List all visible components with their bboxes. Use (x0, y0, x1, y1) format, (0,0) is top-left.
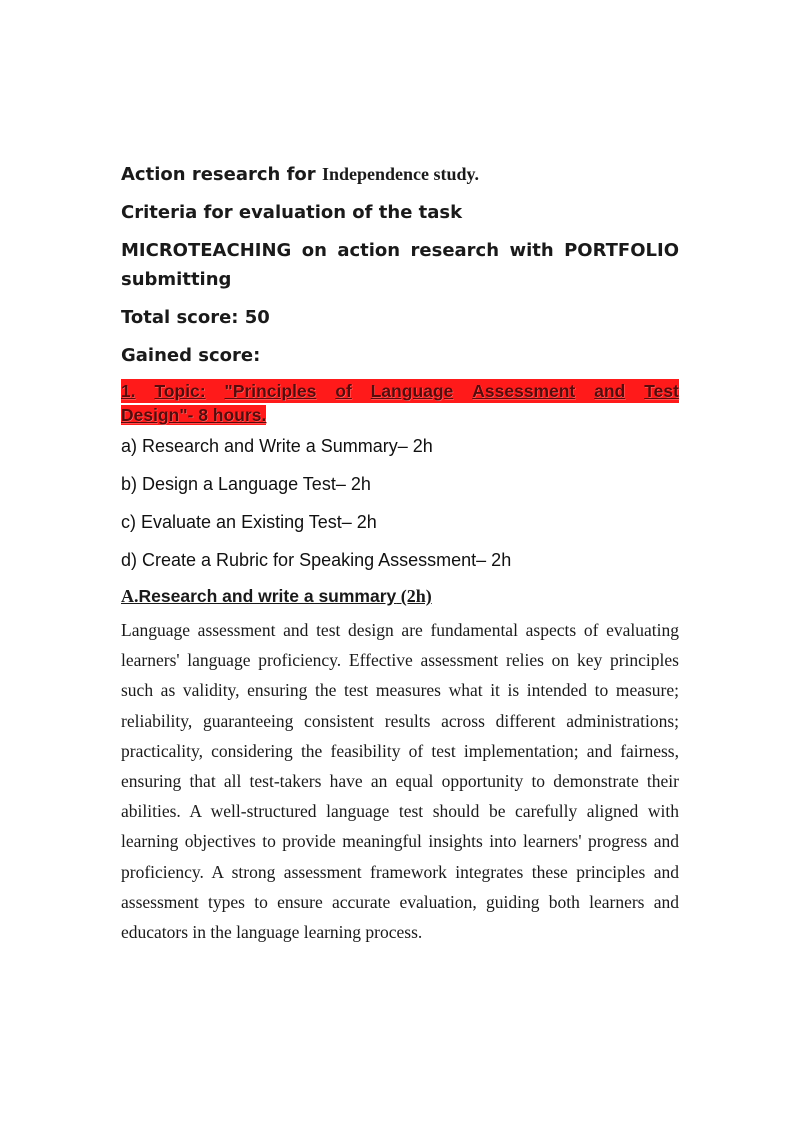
action-research-title (121, 160, 679, 189)
topic-word: "Principles (224, 381, 317, 401)
microteaching-line-2: submitting (121, 269, 232, 290)
section-suffix: (2h) (396, 586, 432, 606)
topic-line-2 (121, 403, 679, 427)
topic-word: Language (370, 381, 454, 401)
topic-heading (121, 379, 679, 427)
topic-word: Topic: (154, 381, 206, 401)
summary-paragraph: Language assessment and test design are fundamental aspects of evaluating learners' language proficiency. Effective assessment relies on key principles such as validity, ensuring the test measures what it is intended to measure; reliability, guaranteeing consistent results across different administrations; practicality, considering the feasibility of test implementation; and fairness, ensuring that all test-takers have an equal opportunity to demonstrate their abilities. A well-structured language test should be carefully aligned with learning objectives to provide meaningful insights into learners' progress and proficiency. A strong assessment framework integrates these principles and assessment types to ensure accurate evaluation, guiding both learners and educators in the language learning process. (121, 620, 679, 943)
topic-word: Assessment (472, 381, 576, 401)
topic-word: 1. (121, 381, 136, 401)
task-item-a: a) Research and Write a Summary– 2h (121, 436, 433, 456)
criteria-heading: Criteria for evaluation of the task (121, 202, 463, 223)
microteaching-line-1 (121, 236, 679, 265)
task-item-c: c) Evaluate an Existing Test– 2h (121, 512, 377, 532)
microteaching-heading (121, 236, 679, 294)
gained-score: Gained score: (121, 345, 261, 366)
section-title: Research and write a summary (138, 586, 397, 606)
title-part-serif: Independence study. (321, 164, 479, 184)
micro-word: PORTFOLIO (564, 240, 679, 261)
micro-word: action (337, 240, 401, 261)
section-prefix: A. (121, 586, 139, 606)
micro-word: with (509, 240, 554, 261)
topic-line-1 (121, 379, 679, 403)
document-page (121, 160, 679, 947)
title-part-sans: Action research for (121, 164, 322, 185)
task-item-b: b) Design a Language Test– 2h (121, 474, 371, 494)
topic-word: and (594, 381, 626, 401)
task-item-d: d) Create a Rubric for Speaking Assessment– 2h (121, 550, 512, 570)
topic-line-2-text: Design"- 8 hours. (121, 405, 267, 425)
micro-word: MICROTEACHING (121, 240, 292, 261)
topic-word: of (335, 381, 352, 401)
micro-word: research (410, 240, 500, 261)
section-heading-a (121, 585, 679, 607)
micro-word: on (301, 240, 327, 261)
topic-word: Test (644, 381, 679, 401)
total-score: Total score: 50 (121, 307, 270, 328)
